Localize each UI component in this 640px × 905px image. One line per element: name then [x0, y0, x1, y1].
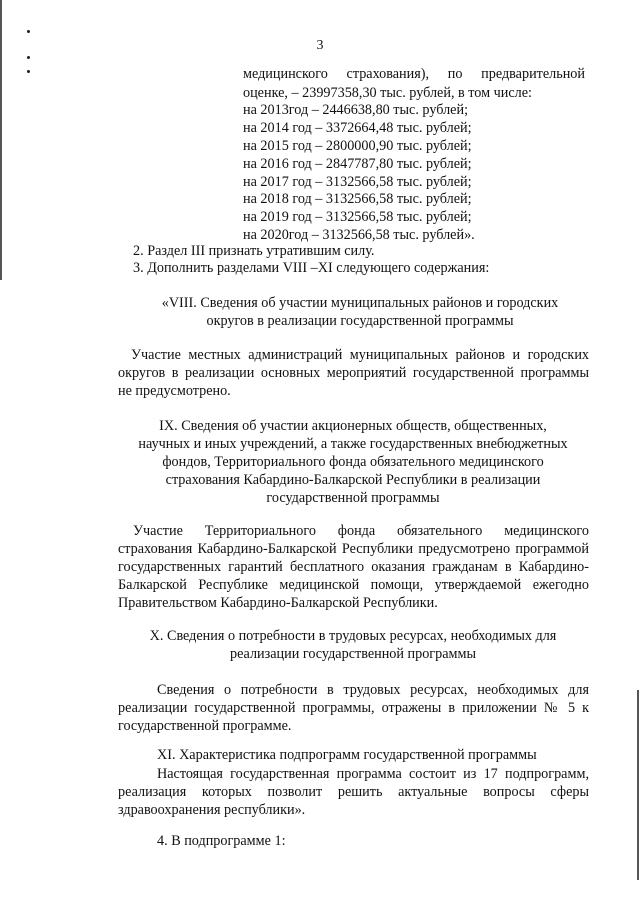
year-line: на 2014 год – 3372664,48 тыс. рублей;: [243, 120, 472, 136]
list-item-3: 3. Дополнить разделами VIII –XI следующего содержания:: [133, 260, 490, 276]
paragraph-line: государственной программе.: [118, 718, 292, 734]
year-line: на 2019 год – 3132566,58 тыс. рублей;: [243, 209, 472, 225]
paragraph-line: здравоохранения республики».: [118, 802, 306, 818]
paragraph-line: округов в реализации основных мероприятий государственной программы: [118, 365, 589, 381]
year-line: на 2016 год – 2847787,80 тыс. рублей;: [243, 156, 472, 172]
paragraph-line: реализация которых позволит решить актуальные вопросы сферы: [118, 784, 589, 800]
paragraph-line: Правительством Кабардино-Балкарской Республики.: [118, 595, 438, 611]
section-heading: страхования Кабардино-Балкарской Республики в реализации: [165, 472, 541, 488]
paragraph-line: Настоящая государственная программа состоит из 17 подпрограмм,: [157, 766, 589, 782]
scan-edge-right: [637, 690, 639, 880]
year-line: на 2018 год – 3132566,58 тыс. рублей;: [243, 191, 472, 207]
section-heading: округов в реализации государственной программы: [206, 313, 514, 329]
paragraph-line: Балкарской Республике медицинской помощи, утверждаемой ежегодно: [118, 577, 589, 593]
section-heading: XI. Характеристика подпрограмм государственной программы: [157, 747, 537, 763]
year-line: на 2020год – 3132566,58 тыс. рублей».: [243, 227, 475, 243]
section-heading: государственной программы: [266, 490, 440, 506]
paragraph-line: реализации государственной программы, отражены в приложении № 5 к: [118, 700, 589, 716]
section-heading: фондов, Территориального фонда обязательного медицинского: [162, 454, 544, 470]
section-heading: научных и иных учреждений, а также государственных внебюджетных: [138, 436, 568, 452]
section-heading: реализации государственной программы: [229, 646, 477, 662]
list-item-2: 2. Раздел III признать утратившим силу.: [133, 243, 375, 259]
section-heading: X. Сведения о потребности в трудовых ресурсах, необходимых для: [149, 628, 557, 644]
page-number: 3: [316, 38, 324, 53]
year-line: на 2017 год – 3132566,58 тыс. рублей;: [243, 174, 472, 190]
year-line: на 2013год – 2446638,80 тыс. рублей;: [243, 102, 469, 118]
year-line: на 2015 год – 2800000,90 тыс. рублей;: [243, 138, 472, 154]
paragraph-line: страхования Кабардино-Балкарской Республики предусмотрено программой: [118, 541, 589, 557]
section-heading: «VIII. Сведения об участии муниципальных районов и городских: [161, 295, 559, 311]
paragraph-line: Сведения о потребности в трудовых ресурсах, необходимых для: [157, 682, 589, 698]
paragraph-line: не предусмотрено.: [118, 383, 231, 399]
paragraph-line: Участие Территориального фонда обязательного медицинского: [133, 523, 589, 539]
paragraph-line: Участие местных администраций муниципальных районов и городских: [131, 347, 589, 363]
scan-dot: [27, 56, 30, 59]
intro-line: медицинского страхования), по предварительной: [243, 66, 585, 82]
scan-dot: [27, 30, 30, 33]
paragraph-line: государственных гарантий бесплатного оказания гражданам в Кабардино-: [118, 559, 589, 575]
section-heading: IX. Сведения об участии акционерных обществ, общественных,: [159, 418, 547, 434]
list-item-4: 4. В подпрограмме 1:: [157, 833, 286, 849]
scan-dot: [27, 70, 30, 73]
intro-line: оценке, – 23997358,30 тыс. рублей, в том числе:: [243, 85, 532, 101]
